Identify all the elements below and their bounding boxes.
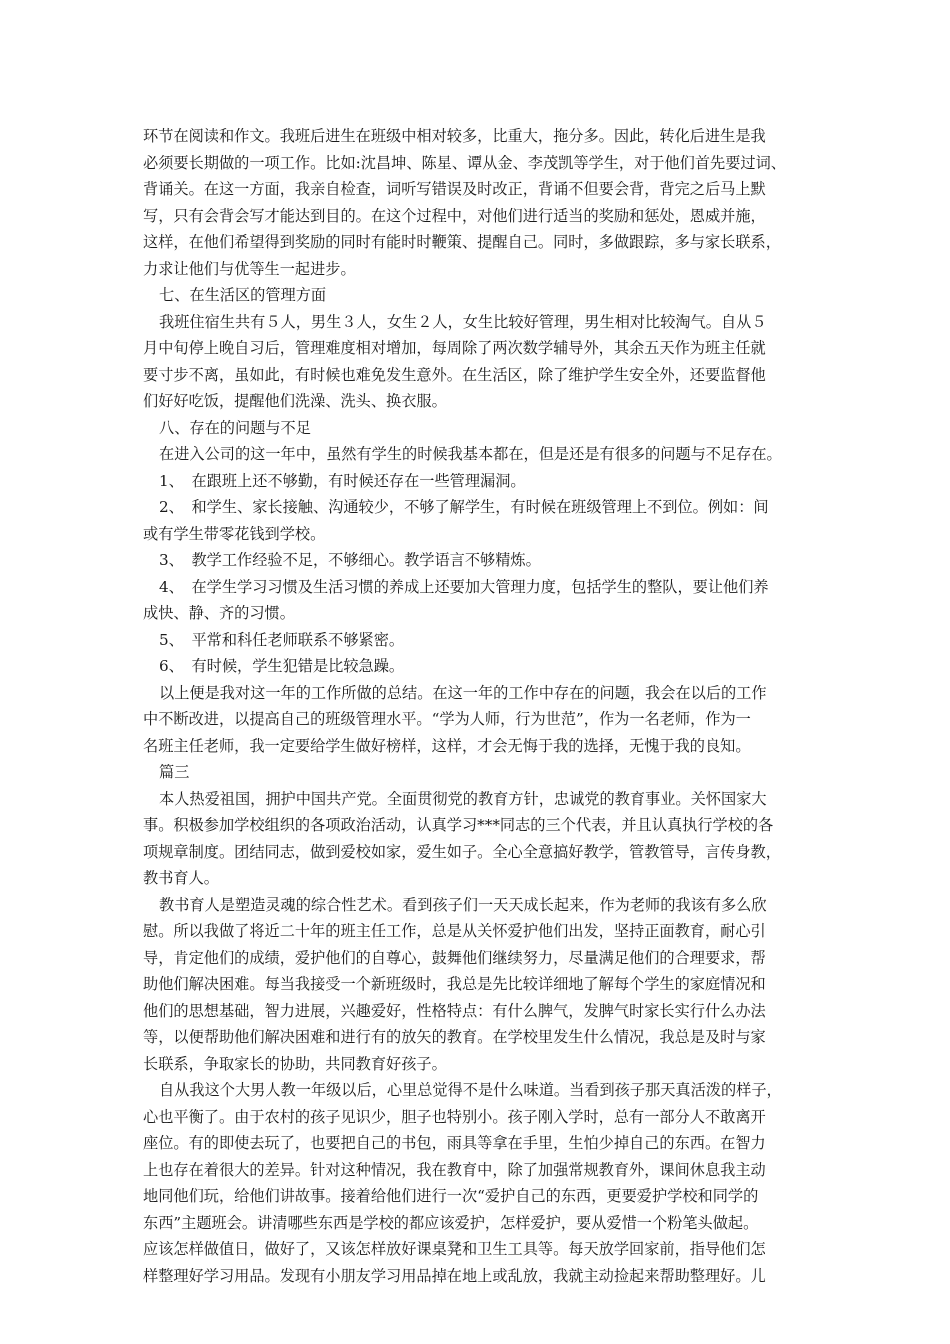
- text-line: 环节在阅读和作文。我班后进生在班级中相对较多，比重大，拖分多。因此，转化后进生是我: [143, 127, 766, 145]
- text-line: 本人热爱祖国，拥护中国共产党。全面贯彻党的教育方针，忠诚党的教育事业。关怀国家大: [159, 789, 767, 808]
- text-line: 应该怎样做值日，做好了，又该怎样放好课桌凳和卫生工具等。每天放学回家前，指导他们怎: [143, 1240, 766, 1258]
- text-line: 教书育人。: [143, 869, 219, 887]
- text-line: 样整理好学习用品。发现有小朋友学习用品掉在地上或乱放，我就主动捡起来帮助整理好。儿: [143, 1266, 766, 1285]
- text-line: 篇三: [159, 763, 190, 781]
- text-line: 以上便是我对这一年的工作所做的总结。在这一年的工作中存在的问题，我会在以后的工作: [159, 683, 767, 702]
- text-line: 成快、静、齐的习惯。: [143, 604, 295, 622]
- text-line: 写，只有会背会写才能达到目的。在这个过程中，对他们进行适当的奖励和惩处，恩威并施，: [143, 206, 766, 225]
- text-line: 要寸步不离，虽如此，有时候也难免发生意外。在生活区，除了维护学生安全外，还要监督他: [143, 365, 766, 384]
- text-line: 等，以便帮助他们解决困难和进行有的放矢的教育。在学校里发生什么情况，我总是及时与家: [143, 1028, 766, 1046]
- text-line: 座位。有的即使去玩了，也要把自己的书包，雨具等拿在手里，生怕少掉自己的东西。在智力: [143, 1134, 766, 1152]
- text-line: 自从我这个大男人教一年级以后，心里总觉得不是什么味道。当看到孩子那天真活泼的样子，: [159, 1081, 782, 1099]
- text-line: 们好好吃饭，提醒他们洗澡、洗头、换衣服。: [143, 392, 447, 410]
- text-line: 导，肯定他们的成绩，爱护他们的自尊心，鼓舞他们继续努力，尽量满足他们的合理要求，帮: [143, 948, 766, 967]
- text-line: 力求让他们与优等生一起进步。: [143, 259, 356, 278]
- text-line: 八、存在的问题与不足: [159, 418, 311, 437]
- text-line: 3、 教学工作经验不足，不够细心。教学语言不够精炼。: [159, 551, 541, 569]
- text-line: 背诵关。在这一方面，我亲自检查，词听写错误及时改正，背诵不但要会背，背完之后马上默: [143, 180, 766, 198]
- text-line: 项规章制度。团结同志，做到爱校如家，爱生如子。全心全意搞好教学，管教管导，言传身教，: [143, 842, 781, 861]
- text-line: 名班主任老师，我一定要给学生做好榜样，这样，才会无悔于我的选择，无愧于我的良知。: [143, 736, 751, 755]
- text-line: 这样，在他们希望得到奖励的同时有能时时鞭策、提醒自己。同时，多做跟踪，多与家长联系，: [143, 233, 781, 251]
- text-line: 在进入公司的这一年中，虽然有学生的时候我基本都在，但是还是有很多的问题与不足存在。: [159, 445, 782, 463]
- text-line: 事。积极参加学校组织的各项政治活动，认真学习***同志的三个代表，并且认真执行学校的各: [143, 816, 774, 834]
- text-line: 他们的思想基础，智力进展，兴趣爱好，性格特点：有什么脾气，发脾气时家长实行什么办法: [143, 1001, 766, 1020]
- text-line: 东西”主题班会。讲清哪些东西是学校的都应该爱护，怎样爱护，要从爱惜一个粉笔头做起。: [143, 1213, 759, 1232]
- text-line: 月中旬停上晚自习后，管理难度相对增加，每周除了两次数学辅导外，其余五天作为班主任就: [143, 339, 766, 357]
- text-line: 必须要长期做的一项工作。比如:沈昌坤、陈星、谭从金、李茂凯等学生，对于他们首先要过词、: [143, 153, 786, 172]
- text-line: 上也存在着很大的差异。针对这种情况，我在教育中，除了加强常规教育外，课间休息我主动: [143, 1160, 766, 1179]
- text-line: 中不断改进，以提高自己的班级管理水平。“学为人师，行为世范”，作为一名老师，作为一: [143, 710, 751, 728]
- text-line: 七、在生活区的管理方面: [159, 286, 327, 304]
- text-line: 4、 在学生学习习惯及生活习惯的养成上还要加大管理力度，包括学生的整队，要让他们养: [159, 577, 769, 596]
- text-line: 我班住宿生共有５人，男生３人，女生２人，女生比较好管理，男生相对比较淘气。自从５: [159, 312, 767, 331]
- text-line: 慰。所以我做了将近二十年的班主任工作，总是从关怀爱护他们出发，坚持正面教育，耐心引: [143, 922, 766, 940]
- text-line: 地同他们玩，给他们讲故事。接着给他们进行一次“爱护自己的东西，更要爱护学校和同学的: [143, 1187, 759, 1205]
- text-line: 助他们解决困难。每当我接受一个新班级时，我总是先比较详细地了解每个学生的家庭情况和: [143, 975, 766, 993]
- document-page: [143, 123, 811, 1289]
- text-line: 6、 有时候，学生犯错是比较急躁。: [159, 657, 405, 675]
- text-line: 5、 平常和科任老师联系不够紧密。: [159, 630, 405, 649]
- text-line: 或有学生带零花钱到学校。: [143, 524, 326, 543]
- text-line: 长联系，争取家长的协助，共同教育好孩子。: [143, 1054, 447, 1073]
- text-line: 心也平衡了。由于农村的孩子见识少，胆子也特别小。孩子刚入学时，总有一部分人不敢离开: [143, 1107, 766, 1126]
- text-line: 教书育人是塑造灵魂的综合性艺术。看到孩子们一天天成长起来，作为老师的我该有多么欣: [159, 895, 767, 914]
- text-line: 1、 在跟班上还不够勤，有时候还存在一些管理漏洞。: [159, 471, 526, 490]
- text-line: 2、 和学生、家长接触、沟通较少，不够了解学生，有时候在班级管理上不到位。例如：间: [159, 498, 769, 516]
